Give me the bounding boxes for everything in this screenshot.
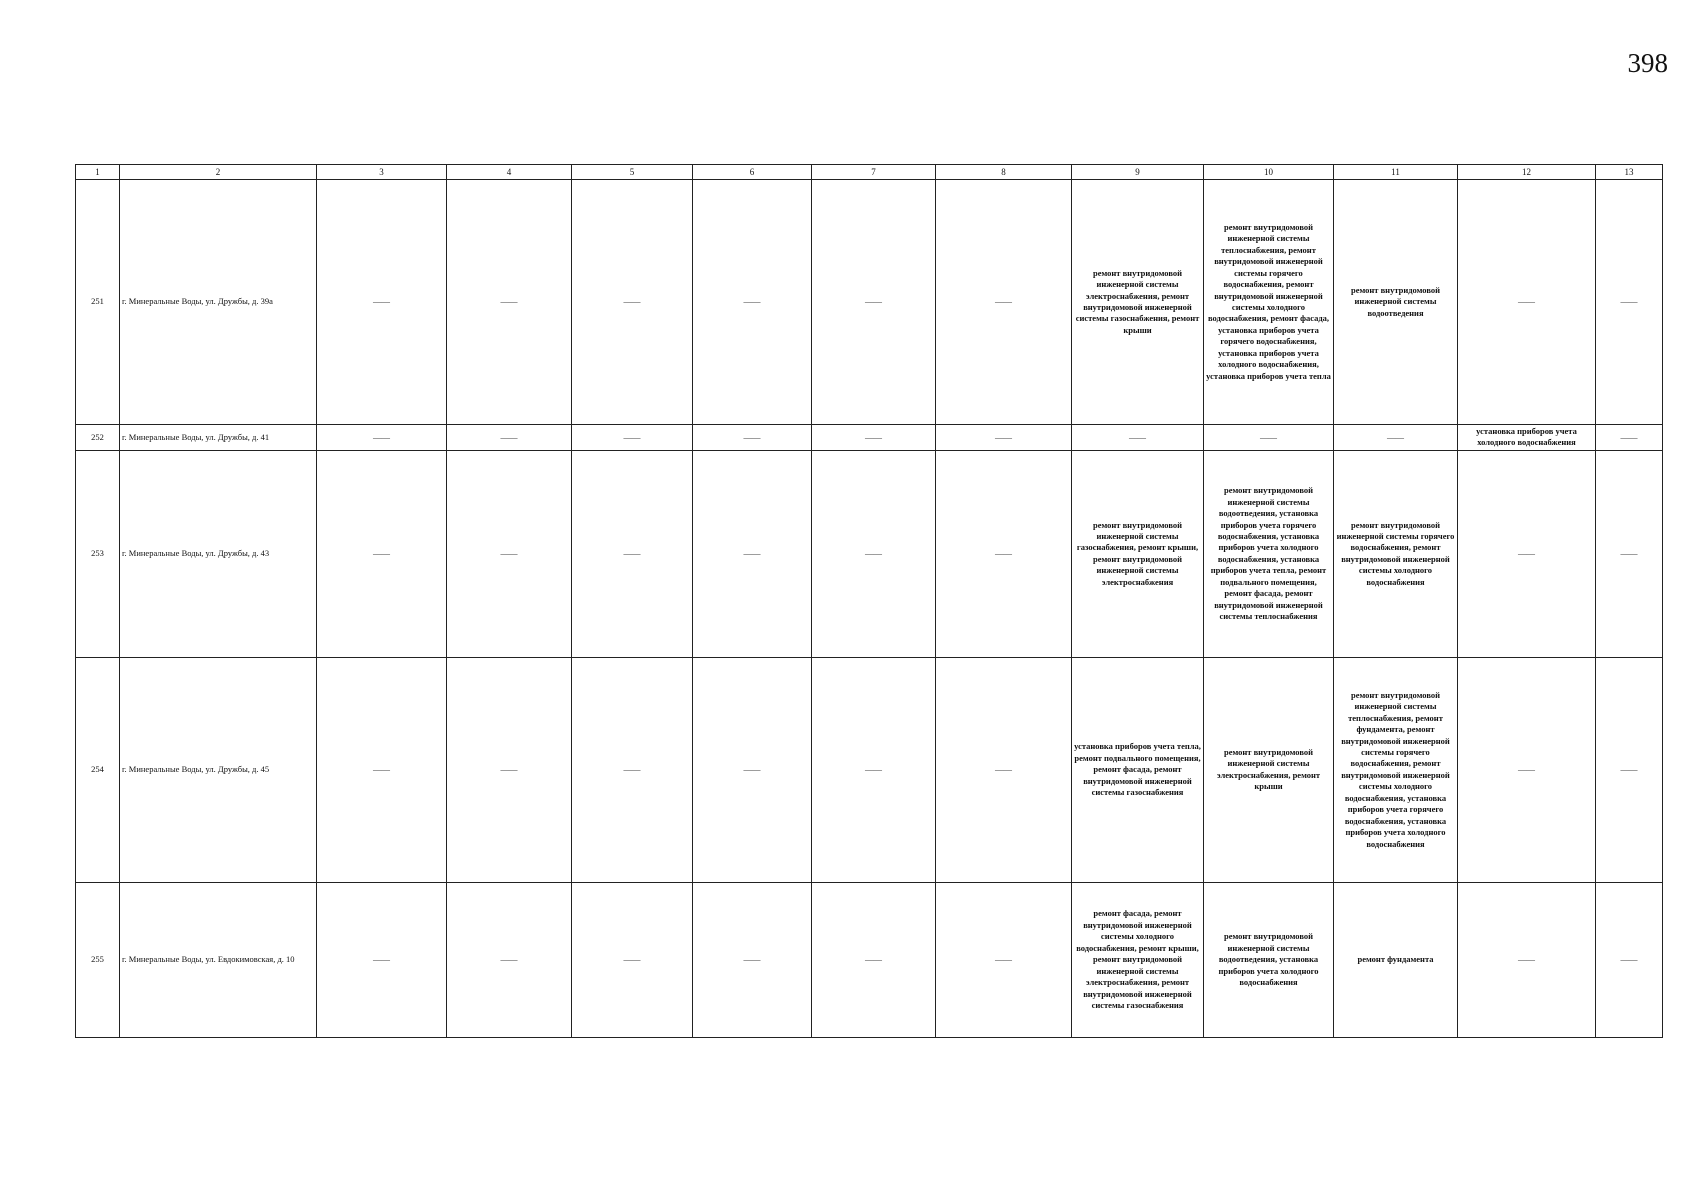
address-cell: г. Минеральные Воды, ул. Дружбы, д. 43 (120, 450, 317, 657)
empty-cell: —— (1458, 180, 1596, 425)
works-cell: ремонт внутридомовой инженерной системы горячего водоснабжения, ремонт внутридомовой инженерной системы холодного водоснабжения (1334, 450, 1458, 657)
empty-cell: —— (447, 450, 572, 657)
empty-cell: —— (1072, 425, 1204, 451)
empty-cell: —— (1334, 425, 1458, 451)
address-cell: г. Минеральные Воды, ул. Евдокимовская, д. 10 (120, 882, 317, 1037)
empty-cell: —— (693, 425, 812, 451)
empty-cell: —— (936, 450, 1072, 657)
empty-cell: —— (1458, 882, 1596, 1037)
row-number: 252 (76, 425, 120, 451)
empty-cell: —— (936, 180, 1072, 425)
table-row (76, 450, 1663, 657)
works-cell: ремонт внутридомовой инженерной системы газоснабжения, ремонт крыши, ремонт внутридомовой инженерной системы электроснабжения (1072, 450, 1204, 657)
works-cell: ремонт внутридомовой инженерной системы теплоснабжения, ремонт фундамента, ремонт внутридомовой инженерной системы горячего водоснабжения, ремонт внутридомовой инженерной системы холодного водоснабжения, установка приборов учета горячего водоснабжения, установка приборов учета холодного водоснабжения (1334, 657, 1458, 882)
empty-cell: —— (447, 180, 572, 425)
column-header: 4 (447, 165, 572, 180)
empty-cell: —— (812, 180, 936, 425)
column-header: 11 (1334, 165, 1458, 180)
empty-cell: —— (1596, 657, 1663, 882)
row-number: 253 (76, 450, 120, 657)
column-header: 10 (1204, 165, 1334, 180)
empty-cell: —— (1596, 425, 1663, 451)
column-header: 6 (693, 165, 812, 180)
empty-cell: —— (812, 425, 936, 451)
works-cell: ремонт фундамента (1334, 882, 1458, 1037)
works-cell: ремонт внутридомовой инженерной системы водоотведения, установка приборов учета горячего водоснабжения, установка приборов учета холодного водоснабжения, установка приборов учета тепла, ремонт подвального помещения, ремонт фасада, ремонт внутридомовой инженерной системы теплоснабжения (1204, 450, 1334, 657)
capital-repair-table (75, 164, 1663, 1038)
empty-cell: —— (693, 882, 812, 1037)
address-cell: г. Минеральные Воды, ул. Дружбы, д. 39а (120, 180, 317, 425)
works-cell: ремонт фасада, ремонт внутридомовой инженерной системы холодного водоснабжения, ремонт крыши, ремонт внутридомовой инженерной системы электроснабжения, ремонт внутридомовой инженерной системы газоснабжения (1072, 882, 1204, 1037)
empty-cell: —— (936, 882, 1072, 1037)
column-header: 12 (1458, 165, 1596, 180)
empty-cell: —— (693, 450, 812, 657)
works-cell: установка приборов учета тепла, ремонт подвального помещения, ремонт фасада, ремонт внутридомовой инженерной системы газоснабжения (1072, 657, 1204, 882)
table-row (76, 657, 1663, 882)
empty-cell: —— (1458, 657, 1596, 882)
empty-cell: —— (447, 657, 572, 882)
empty-cell: —— (936, 657, 1072, 882)
works-cell: ремонт внутридомовой инженерной системы электроснабжения, ремонт крыши (1204, 657, 1334, 882)
empty-cell: —— (572, 882, 693, 1037)
works-cell: установка приборов учета холодного водоснабжения (1458, 425, 1596, 451)
empty-cell: —— (812, 450, 936, 657)
column-header: 5 (572, 165, 693, 180)
empty-cell: —— (1596, 450, 1663, 657)
address-cell: г. Минеральные Воды, ул. Дружбы, д. 45 (120, 657, 317, 882)
empty-cell: —— (1596, 882, 1663, 1037)
empty-cell: —— (812, 657, 936, 882)
empty-cell: —— (693, 657, 812, 882)
empty-cell: —— (317, 180, 447, 425)
table-row (76, 882, 1663, 1037)
empty-cell: —— (317, 657, 447, 882)
empty-cell: —— (1596, 180, 1663, 425)
empty-cell: —— (693, 180, 812, 425)
empty-cell: —— (1204, 425, 1334, 451)
empty-cell: —— (572, 425, 693, 451)
row-number: 255 (76, 882, 120, 1037)
works-cell: ремонт внутридомовой инженерной системы теплоснабжения, ремонт внутридомовой инженерной системы горячего водоснабжения, ремонт внутридомовой инженерной системы холодного водоснабжения, ремонт фасада, установка приборов учета горячего водоснабжения, установка приборов учета холодного водоснабжения, установка приборов учета тепла (1204, 180, 1334, 425)
empty-cell: —— (447, 425, 572, 451)
column-header: 8 (936, 165, 1072, 180)
empty-cell: —— (1458, 450, 1596, 657)
empty-cell: —— (572, 180, 693, 425)
page-number: 398 (1627, 48, 1668, 78)
column-number-row (76, 165, 1663, 180)
column-header: 13 (1596, 165, 1663, 180)
column-header: 9 (1072, 165, 1204, 180)
works-cell: ремонт внутридомовой инженерной системы электроснабжения, ремонт внутридомовой инженерной системы газоснабжения, ремонт крыши (1072, 180, 1204, 425)
address-cell: г. Минеральные Воды, ул. Дружбы, д. 41 (120, 425, 317, 451)
empty-cell: —— (317, 882, 447, 1037)
column-header: 1 (76, 165, 120, 180)
column-header: 2 (120, 165, 317, 180)
works-cell: ремонт внутридомовой инженерной системы водоотведения, установка приборов учета холодного водоснабжения (1204, 882, 1334, 1037)
column-header: 7 (812, 165, 936, 180)
empty-cell: —— (812, 882, 936, 1037)
table-row (76, 180, 1663, 425)
empty-cell: —— (572, 657, 693, 882)
column-header: 3 (317, 165, 447, 180)
row-number: 251 (76, 180, 120, 425)
empty-cell: —— (317, 450, 447, 657)
table-row (76, 425, 1663, 451)
empty-cell: —— (317, 425, 447, 451)
empty-cell: —— (447, 882, 572, 1037)
row-number: 254 (76, 657, 120, 882)
empty-cell: —— (572, 450, 693, 657)
works-cell: ремонт внутридомовой инженерной системы водоотведения (1334, 180, 1458, 425)
empty-cell: —— (936, 425, 1072, 451)
